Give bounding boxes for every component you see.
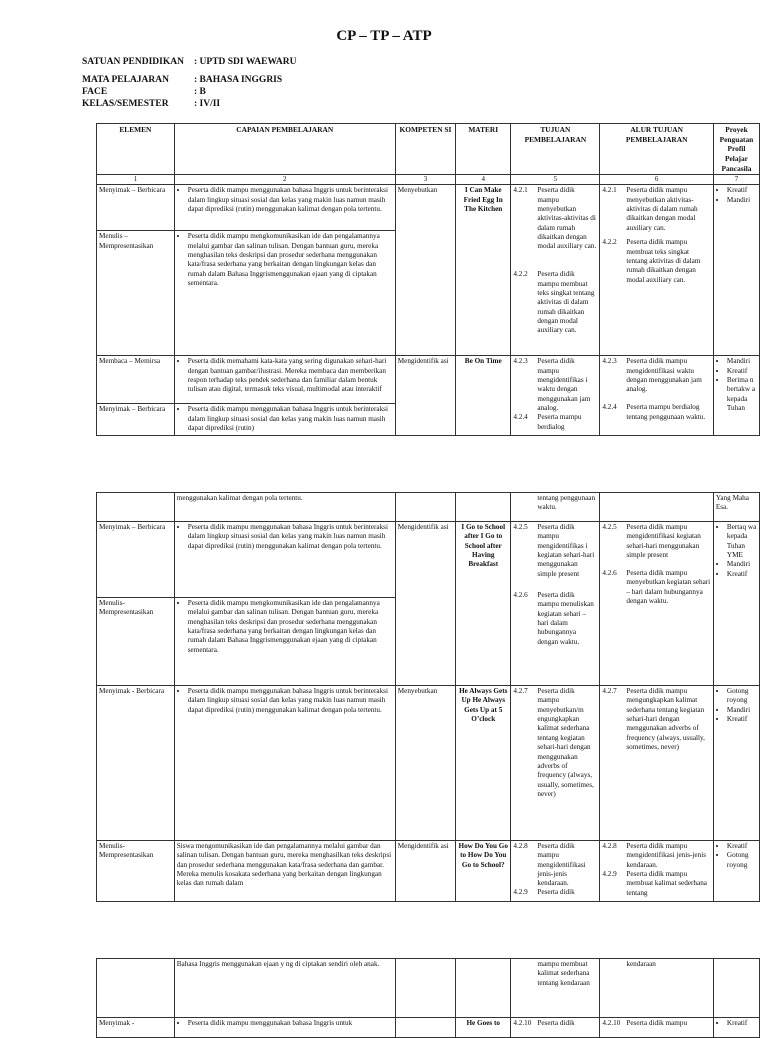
column-number: 4 (456, 175, 511, 185)
column-number: 6 (600, 175, 714, 185)
header-materi: MATERI (456, 124, 511, 175)
proyek-cell (713, 1018, 759, 1038)
capaian-text: • Peserta didik mampu mengkomunikasikan ide dan pengalamannya melalui gambar dan salinan tulisan. Dengan bantuan guru, mereka menghasilan teks deskripsi dan prosedur sederhana menggunakan kata/frasa sederhana yang berkaitan dengan lingkungan kelas dan rumah dalam Bahasa Inggrismenggunakan ejaan yang di ciptakan sementara. (188, 599, 393, 655)
tp-text: Peserta didik mampu menuliskan kegiatan sehari – hari dalam hubungannya dengan waktu. (537, 591, 594, 646)
p5-item: • Kreatif (727, 715, 757, 724)
tp-item (513, 591, 597, 647)
tujuan-continued (511, 959, 600, 1018)
proyek-cell (713, 522, 759, 686)
atp-text: Peserta didik mampu mengidentifikasi jenis-jenis kendaraan. (626, 842, 707, 869)
kompetensi-cell (395, 959, 455, 1018)
column-number: 3 (395, 175, 455, 185)
tp-number: 4.2.7 (513, 687, 528, 695)
atp-text: Peserta didik mampu membuat teks singkat tentang aktivitas di dalam rumah dikaitkan dengan modal auxiliary can. (626, 238, 701, 284)
proyek-continued: Yang Maha Esa. (713, 493, 759, 522)
p5-item: • Mandiri (727, 560, 757, 569)
materi-cell: How Do You Go to How Do You Go to School? (456, 841, 511, 902)
tp-text: Peserta didik mampu mengidentifikasi jenis-jenis kendaraan. (537, 842, 586, 888)
tujuan-cell (511, 686, 600, 841)
elemen-cell: Menyimak - Berbicara (97, 686, 175, 841)
alur-cell (600, 686, 714, 841)
capaian-cell: Siswa mengomunikasikan ide dan pengalamannya melalui gambar dan salinan tulisan. Dengan bantuan guru, mereka menghasilkan teks deskripsi dan prosedur sederhana menggunakan kata/frasa sederhana dan gambar. Mereka menulis kosakata sederhana yang berkaitan dengan lingkungan kelas dan rumah dalam (174, 841, 395, 902)
column-number: 7 (713, 175, 759, 185)
meta-value: : UPTD SDI WAEWARU (194, 57, 297, 67)
capaian-text: • Peserta didik mampu menggunakan bahasa Inggris untuk (188, 1019, 393, 1028)
tujuan-cell (511, 185, 600, 356)
p5-item: • Kreatif (727, 1019, 757, 1028)
page-title: CP – TP – ATP (336, 28, 432, 44)
p5-item: • Gotong royong (727, 851, 757, 870)
p5-item: • Mandiri (727, 196, 757, 205)
elemen-cell (97, 959, 175, 1018)
header-capaian: CAPAIAN PEMBELAJARAN (174, 124, 395, 175)
materi-cell (456, 493, 511, 522)
elemen-cell: Menulis-Mempresentasikan (97, 841, 175, 902)
capaian-cell (174, 686, 395, 841)
meta-key: KELAS/SEMESTER (82, 99, 169, 109)
atp-number: 4.2.10 (602, 1019, 621, 1027)
tp-item (513, 270, 597, 336)
p5-item: • Mandiri (727, 706, 757, 715)
atp-number: 4.2.1 (602, 186, 617, 195)
curriculum-table-part-2 (96, 492, 760, 902)
tp-text: Peserta didik mampu mengidentifikas i kegiatan sehari-hari menggunakan simple present (537, 523, 595, 578)
tp-text: Peserta didik mampu menyebutkan/m engungkapkan kalimat sederhana tentang kegiatan sehari-hari dengan menggunakan adverbs of frequency (always, usually, sometimes, never) (537, 687, 594, 798)
proyek-cell (713, 185, 759, 356)
tp-item (513, 523, 597, 591)
tp-item (513, 687, 597, 799)
capaian-text: • Peserta didik mampu menggunakan bahasa Inggris untuk berinteraksi dalam lingkup situasi sosial dan kelas yang makin luas namun masih dapat diprediksi (rutin) menggunakan kalimat dengan pola tertentu. (188, 186, 393, 214)
proyek-cell (713, 959, 759, 1018)
proyek-cell (713, 686, 759, 841)
alur-cell (600, 522, 714, 686)
atp-item (602, 238, 711, 285)
meta-value: : IV/II (194, 99, 221, 109)
capaian-text: • Peserta didik mampu menggunakan bahasa Inggris untuk berinteraksi dalam lingkup situasi sosial dan kelas yang makin luas namun masih dapat diprediksi (rutin) menggunakan kalimat dengan pola tertentu. (188, 687, 393, 715)
p5-item: • Bertaq wa kepada Tuhan YME (727, 523, 757, 560)
header-tujuan: TUJUAN PEMBELAJARAN (511, 124, 600, 175)
atp-number: 4.2.9 (602, 870, 617, 878)
atp-number: 4.2.6 (602, 569, 617, 577)
header-proyek: Proyek Penguatan Profil Pelajar Pancasila (713, 124, 759, 175)
atp-number: 4.2.5 (602, 523, 617, 531)
materi-cell: He Always Gets Up He Always Gets Up at 5 O’clock (456, 686, 511, 841)
tp-item (513, 357, 597, 413)
atp-number: 4.2.4 (602, 403, 617, 412)
p5-item: • Mandiri (727, 357, 757, 366)
kompetensi-cell (395, 1018, 455, 1038)
curriculum-table-part-1 (96, 123, 760, 436)
curriculum-table-part-3 (96, 958, 760, 1038)
proyek-cell (713, 356, 759, 436)
capaian-cell (174, 522, 395, 598)
header-alur: ALUR TUJUAN PEMBELAJARAN (600, 124, 714, 175)
meta-row (82, 57, 297, 67)
capaian-continued: Bahasa Inggris menggunakan ejaan y ng di ciptakan sendiri oleh anak. (174, 959, 395, 1018)
p5-item: • Gotong royong (727, 687, 757, 706)
tp-text: tentang penggunaan waktu. (537, 494, 596, 512)
atp-item (602, 870, 711, 898)
elemen-cell: Membaca – Memirsa (97, 356, 175, 404)
tujuan-cell (511, 356, 600, 436)
header-kompetensi: KOMPETEN SI (395, 124, 455, 175)
tujuan-cell (511, 841, 600, 902)
column-number: 2 (174, 175, 395, 185)
tp-number: 4.2.3 (513, 357, 528, 366)
p5-item: • Kreatif (727, 186, 757, 195)
elemen-cell: Menyimak – Berbicara (97, 185, 175, 231)
kompetensi-cell: Mengidentifik asi (395, 522, 455, 686)
atp-text: Peserta didik mampu menyebutkan kegiatan sehari – hari dalam hubungannya dengan waktu. (626, 569, 711, 606)
elemen-cell: Menulis-Mempresentasikan (97, 598, 175, 686)
tp-number: 4.2.2 (513, 270, 528, 279)
alur-cell (600, 1018, 714, 1038)
tp-text: Peserta didik (537, 1019, 575, 1027)
p5-item: • Kreatif (727, 570, 757, 579)
materi-cell: I Can Make Fried Egg In The Kitchen (456, 185, 511, 356)
tp-text: Peserta mampu berdialog (537, 413, 582, 431)
column-number: 5 (511, 175, 600, 185)
atp-number: 4.2.7 (602, 687, 617, 695)
tp-text: mampu membuat kalimat sederhana tentang kendaraan (537, 960, 590, 987)
tp-number: 4.2.8 (513, 842, 528, 850)
capaian-cell (174, 1018, 395, 1038)
elemen-cell: Menulis – Mempresentasikan (97, 231, 175, 356)
atp-number: 4.2.3 (602, 357, 617, 366)
alur-cell (600, 841, 714, 902)
materi-cell: He Goes to (456, 1018, 511, 1038)
column-number: 1 (97, 175, 175, 185)
capaian-cell (174, 598, 395, 686)
tp-text: Peserta didik (537, 888, 575, 896)
atp-text: Peserta didik mampu (626, 1019, 688, 1027)
alur-cell (600, 356, 714, 436)
capaian-text: • Peserta didik memahami kata-kata yang sering digunakan sehari-hari dengan bantuan gambar/ilustrasi. Mereka membaca dan memberikan respon terhadap teks pendek sederhana dan familiar dalam bentuk tulisan atau digital, termasuk teks visual, multimodal atau interaktif (188, 357, 393, 394)
tp-item (513, 413, 597, 432)
proyek-cell (713, 841, 759, 902)
tp-item (513, 842, 597, 888)
kompetensi-cell: Mengidentifik asi (395, 841, 455, 902)
atp-number: 4.2.8 (602, 842, 617, 850)
tujuan-cell (511, 522, 600, 686)
capaian-cell (174, 356, 395, 404)
p5-item: • Kreatif (727, 842, 757, 851)
meta-row (82, 87, 206, 97)
meta-key: FACE (82, 87, 108, 97)
atp-text: kendaraan (626, 960, 656, 968)
kompetensi-cell: Menyebutkan (395, 686, 455, 841)
p5-item: • Berima n bertakw a kepada Tuhan (727, 376, 757, 413)
meta-row (82, 99, 220, 109)
meta-value: : BAHASA INGGRIS (194, 75, 283, 85)
tp-number: 4.2.1 (513, 186, 528, 195)
capaian-cell (174, 185, 395, 231)
atp-item (602, 842, 711, 870)
tujuan-cell (511, 1018, 600, 1038)
meta-key: MATA PELAJARAN (82, 75, 169, 85)
elemen-cell (97, 493, 175, 522)
tp-text: Peserta didik mampu menyebutkan aktivitas-aktivitas di dalam rumah dikaitkan dengan modal auxiliary can. (537, 186, 597, 251)
meta-row (82, 75, 282, 85)
tp-number: 4.2.6 (513, 591, 528, 599)
alur-cell (600, 185, 714, 356)
elemen-cell: Menyimak – Berbicara (97, 522, 175, 598)
tp-number: 4.2.4 (513, 413, 528, 422)
atp-number: 4.2.2 (602, 238, 617, 247)
tp-number: 4.2.9 (513, 888, 528, 896)
atp-text: Peserta didik mampu mengidentifikasi waktu dengan menggunakan jam analog. (626, 357, 702, 394)
tp-text: Peserta didik mampu membuat teks singkat tentang aktivitas di dalam rumah dikaitkan dengan modal auxiliary can. (537, 270, 595, 335)
tp-number: 4.2.5 (513, 523, 528, 531)
kompetensi-cell (395, 493, 455, 522)
alur-cell (600, 493, 714, 522)
atp-text: Peserta didik mampu mengungkapkan kalimat sederhana tentang kegiatan sehari-hari dengan menggunakan adverbs of frequency (always, usually, sometimes, never) (626, 687, 705, 752)
capaian-cell (174, 404, 395, 436)
capaian-continued: menggunakan kalimat dengan pola tertentu. (174, 493, 395, 522)
meta-value: : B (194, 87, 206, 97)
capaian-text: • Peserta didik mampu menggunakan bahasa Inggris untuk berinteraksi dalam lingkup situasi sosial dan kelas yang makin luas namun masih dapat diprediksi (rutin) (188, 405, 393, 433)
capaian-cell (174, 231, 395, 356)
tp-item (513, 888, 597, 897)
atp-text: Peserta didik mampu menyebutkan aktivitas-aktivitas di dalam rumah dikaitkan dengan modal auxiliary can. (626, 186, 698, 232)
materi-cell: I Go to School after I Go to School after Having Breakfast (456, 522, 511, 686)
alur-continued (600, 959, 714, 1018)
atp-item (602, 687, 711, 753)
atp-text: Peserta didik mampu mengidentifikasi kegiatan sehari-hari menggunakan simple present (626, 523, 701, 560)
atp-item (602, 403, 711, 422)
tp-text: Peserta didik mampu mengidentifikas i waktu dengan menggunakan jam analog. (537, 357, 591, 413)
materi-cell (456, 959, 511, 1018)
tp-item (513, 186, 597, 270)
capaian-text: • Peserta didik mampu menggunakan bahasa Inggris untuk berinteraksi dalam lingkup situasi sosial dan kelas yang makin luas namun masih dapat diprediksi (rutin) menggunakan kalimat dengan pola tertentu. (188, 523, 393, 551)
kompetensi-cell: Menyebutkan (395, 185, 455, 356)
tp-number: 4.2.10 (513, 1019, 532, 1027)
atp-item (602, 569, 711, 606)
atp-item (602, 357, 711, 403)
meta-key: SATUAN PENDIDIKAN (82, 57, 184, 67)
atp-text: Peserta didik mampu membuat kalimat sederhana tentang (626, 870, 707, 897)
capaian-text: • Peserta didik mampu mengkomunikasikan ide dan pengalamannya melalui gambar dan salinan tulisan. Dengan bantuan guru, mereka menghasilan teks deskripsi dan prosedur sederhana menggunakan kata/frasa sederhana yang berkaitan dengan lingkungan kelas dan rumah dalam Bahasa Inggrismenggunakan ejaan yang di ciptakan sementara. (188, 232, 393, 288)
p5-item: • Kreatif (727, 367, 757, 376)
elemen-cell: Menyimak - (97, 1018, 175, 1038)
materi-cell: Be On Time (456, 356, 511, 436)
atp-text: Peserta mampu berdialog tentang penggunaan waktu. (626, 403, 706, 421)
tujuan-continued (511, 493, 600, 522)
atp-item (602, 523, 711, 569)
kompetensi-cell: Mengidentifik asi (395, 356, 455, 436)
elemen-cell: Menyimak – Berbicara (97, 404, 175, 436)
atp-item (602, 186, 711, 238)
header-elemen: ELEMEN (97, 124, 175, 175)
